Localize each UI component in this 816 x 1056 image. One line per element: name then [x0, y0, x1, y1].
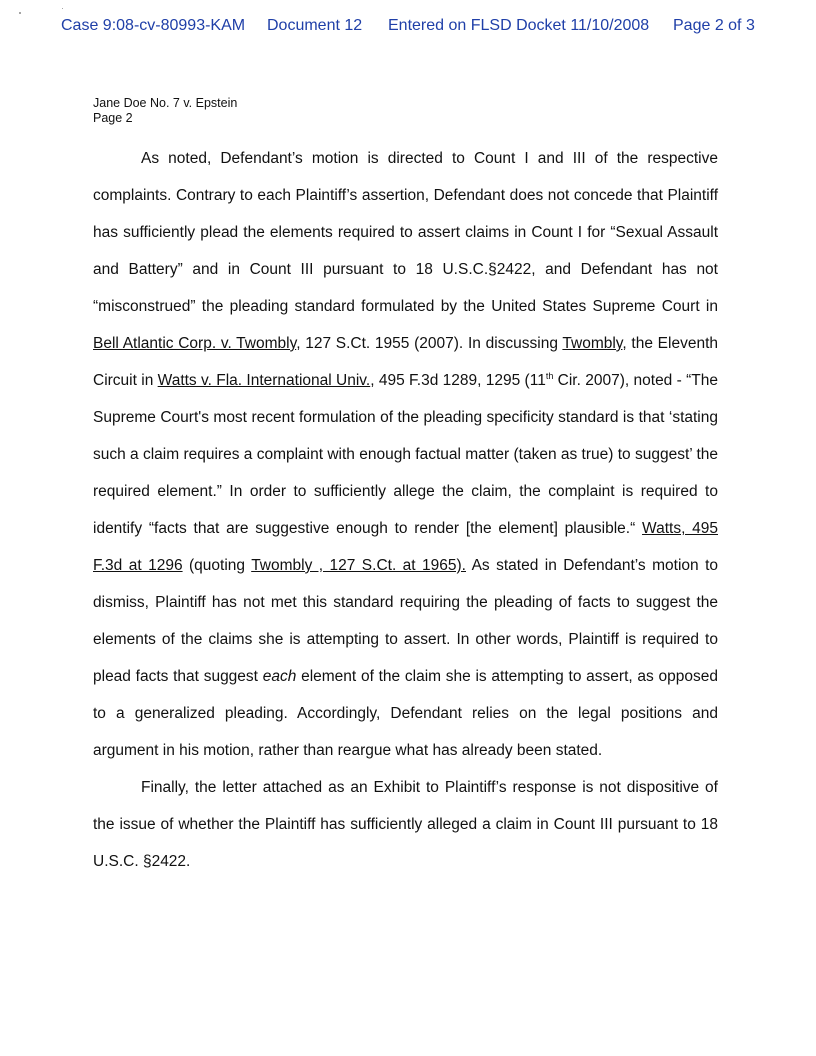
body-paragraph	[93, 140, 718, 769]
scan-speck	[19, 12, 21, 14]
paragraph-text: As noted, Defendant’s motion is directed to Count I and III of the respective complaints. Contrary to each Plaintiff’s assertion, Defendant does not concede that Plaintiff has sufficiently plead the elements required to assert claims in Count I for “Sexual Assault and Battery” and in Count III pursuant to 18 U.S.C.§2422, and Defendant has not “misconstrued” the pleading standard formulated by the United States Supreme Court in	[93, 150, 718, 315]
paragraph-text: (quoting	[182, 557, 252, 574]
emphasis-text: each	[262, 668, 297, 685]
docket-entry-date: Entered on FLSD Docket 11/10/2008	[388, 17, 650, 34]
scan-speck	[62, 8, 63, 9]
ordinal-superscript: th	[545, 370, 554, 381]
case-citation: Watts, 495 F.3d at 1296	[93, 520, 718, 574]
paragraph-text: element of the claim she is attempting to assert, as opposed to a generalized pleading. Accordingly, Defendant relies on the legal positions and argument in his motion, rather than reargue what has already been stated.	[93, 668, 718, 759]
case-citation: Twombly	[562, 335, 623, 352]
document-number: Document 12	[267, 17, 363, 34]
paragraph-text: , the Eleventh Circuit in	[93, 335, 718, 389]
paragraph-text: Finally, the letter attached as an Exhibit to Plaintiff’s response is not dispositive of the issue of whether the Plaintiff has sufficiently alleged a claim in Count III pursuant to 18 U.S.C. §2422.	[93, 779, 718, 870]
paragraph-text: , 127 S.Ct. 1955 (2007). In discussing	[296, 335, 563, 352]
body-paragraph	[93, 769, 718, 880]
document-body	[93, 140, 718, 880]
docket-header	[61, 17, 761, 39]
case-caption: Jane Doe No. 7 v. Epstein	[93, 96, 238, 110]
case-citation: Twombly , 127 S.Ct. at 1965).	[251, 557, 466, 574]
case-number: Case 9:08-cv-80993-KAM	[61, 17, 246, 34]
case-citation: Bell Atlantic Corp. v. Twombly	[93, 335, 297, 352]
paragraph-text: Cir. 2007), noted - “The Supreme Court's most recent formulation of the pleading specificity standard is that ‘stating such a claim requires a complaint with enough factual matter (taken as true) to suggest’ the required element.” In order to sufficiently allege the claim, the complaint is required to identify “facts that are suggestive enough to render [the element] plausible.“	[93, 372, 718, 537]
page-label: Page 2	[93, 111, 133, 125]
paragraph-text: , 495 F.3d 1289, 1295 (11	[370, 372, 546, 389]
letter-head	[93, 96, 237, 126]
paragraph-text: As stated in Defendant’s motion to dismiss, Plaintiff has not met this standard requiring the pleading of facts to suggest the elements of the claims she is attempting to assert. In other words, Plaintiff is required to plead facts that suggest	[93, 557, 718, 685]
case-citation: Watts v. Fla. International Univ.	[157, 372, 371, 389]
page-count: Page 2 of 3	[673, 17, 755, 34]
